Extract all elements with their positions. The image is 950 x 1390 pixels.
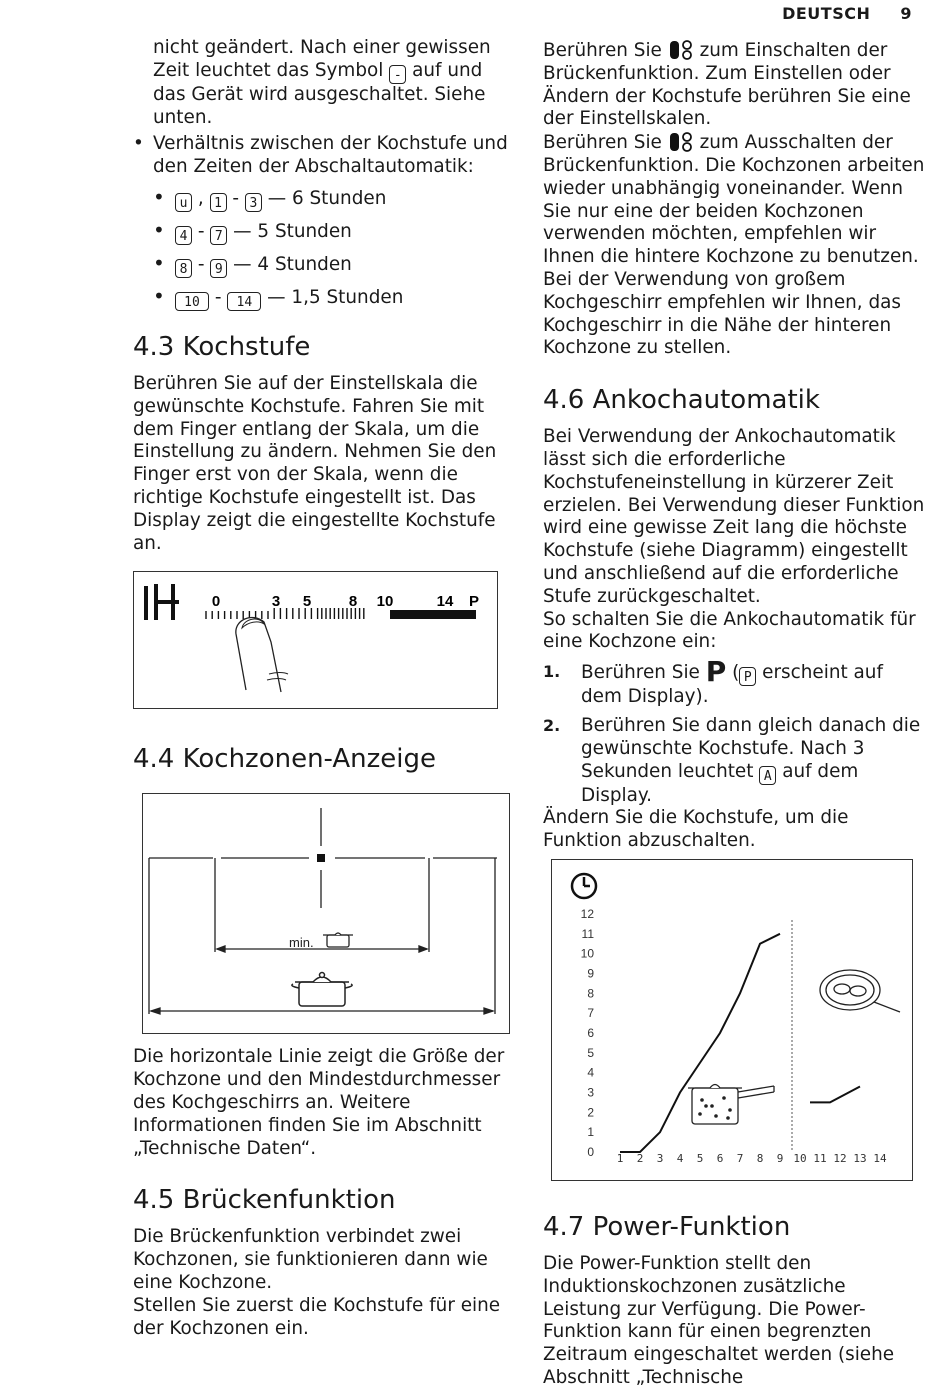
step-paren: ( xyxy=(732,662,740,684)
min-label: min. xyxy=(289,935,314,951)
clock-icon xyxy=(572,874,596,898)
bridge-on-text: Berühren Sie xyxy=(543,40,662,61)
level-time: — 6 Stunden xyxy=(261,187,387,209)
para-kochstufe: Berühren Sie auf der Einstellskala die gewünschte Kochstufe. Fahren Sie mit dem Finger entlang der Skala, um die Einstellung zu ändern. Nehmen Sie den Finger erst von der Skala, wenn die richtige Kochstufe eingestellt ist. Das Display zeigt die eingestellte Kochstufe an. xyxy=(133,372,497,554)
scale-tick-label: P xyxy=(469,593,480,611)
x-tick-label: 12 xyxy=(833,1151,847,1165)
level-symbol-icon: u xyxy=(175,193,192,212)
level-time: — 5 Stunden xyxy=(227,220,352,242)
header-language: DEUTSCH xyxy=(782,4,871,23)
left-column xyxy=(133,37,511,1340)
page-number: 9 xyxy=(900,4,912,23)
bridge-icon[interactable] xyxy=(668,40,694,60)
symbol-p-icon: P xyxy=(739,667,756,686)
para-anzeige: Die horizontale Linie zeigt die Größe der Kochzone und den Mindestdurchmesser des Kochgeschirrs an. Weitere Informationen finden Sie im Abschnitt „Technische Daten“. xyxy=(133,1046,505,1159)
x-tick-label: 3 xyxy=(656,1151,664,1165)
x-tick-label: 9 xyxy=(776,1151,784,1165)
finger-icon xyxy=(236,618,281,692)
level-item xyxy=(133,254,511,278)
scale-tick-label: 0 xyxy=(211,593,221,611)
y-tick-label: 2 xyxy=(587,1105,594,1120)
step-number: 2. xyxy=(543,715,561,735)
level-separator: - xyxy=(192,253,211,275)
step-1 xyxy=(543,655,928,709)
scale-tick-label: 14 xyxy=(436,593,454,611)
heading-power: 4.7 Power-Funktion xyxy=(543,1211,791,1242)
ankoch-chart xyxy=(551,859,913,1181)
symbol-a-icon: A xyxy=(759,766,776,785)
step-2 xyxy=(543,715,928,807)
zone-illustration xyxy=(143,794,509,1033)
digit-display-icon xyxy=(146,584,179,620)
zone-figure xyxy=(142,793,510,1034)
level-time: — 1,5 Stunden xyxy=(261,286,404,308)
level-time: — 4 Stunden xyxy=(227,253,352,275)
pan-icon xyxy=(820,970,900,1012)
step-text-end: auf dem Display. xyxy=(581,760,859,806)
small-pot-icon xyxy=(323,933,353,947)
para-ankoch2: So schalten Sie die Ankochautomatik für eine Kochzone ein: xyxy=(543,608,916,653)
right-column xyxy=(543,40,928,1390)
y-tick-label: 3 xyxy=(587,1085,594,1100)
para-ankoch1: Bei Verwendung der Ankochautomatik lässt sich die erforderliche Kochstufeneinstellung in kürzerer Zeit erzielen. Bei Verwendung dieser Funktion wird eine gewisse Zeit lang die höchste Kochstufe (siehe Diagramm) eingestellt und anschließend auf die erforderliche Stufe zurückgeschaltet. xyxy=(543,426,925,607)
level-symbol-icon: 10 xyxy=(175,292,209,311)
level-symbol-icon: 1 xyxy=(210,193,227,212)
x-tick-label: 11 xyxy=(813,1151,827,1165)
level-item xyxy=(133,287,511,311)
power-p-icon[interactable]: P xyxy=(705,655,727,689)
pot-icon xyxy=(688,1084,774,1124)
page-header xyxy=(782,4,912,23)
intro-text xyxy=(133,37,511,129)
para-bruecke1: Die Brückenfunktion verbindet zwei Kochzonen, sie funktionieren dann wie eine Kochzone. xyxy=(133,1226,488,1293)
x-tick-label: 4 xyxy=(676,1151,684,1165)
x-tick-label: 5 xyxy=(696,1151,704,1165)
para-bruecke2: Stellen Sie zuerst die Kochstufe für eine der Kochzonen ein. xyxy=(133,1294,501,1339)
step-number: 1. xyxy=(543,662,561,682)
bridge-off-text: Berühren Sie xyxy=(543,132,662,154)
heading-anzeige: 4.4 Kochzonen-Anzeige xyxy=(133,744,436,775)
x-tick-label: 6 xyxy=(716,1151,724,1165)
para-bridge-on xyxy=(543,40,928,131)
y-tick-label: 5 xyxy=(587,1045,594,1060)
level-item xyxy=(133,221,511,245)
y-tick-label: 10 xyxy=(580,946,594,961)
intro-line3: das Gerät wird ausgeschaltet. Siehe unten. xyxy=(153,83,486,128)
bridge-icon[interactable] xyxy=(668,132,694,152)
scale-tick-label: 3 xyxy=(271,593,281,611)
level-symbol-icon: 14 xyxy=(227,292,261,311)
y-tick-label: 12 xyxy=(580,906,594,921)
intro-line2: Zeit leuchtet das Symbol xyxy=(153,59,384,81)
y-tick-label: 8 xyxy=(587,986,594,1001)
scale-tick-label: 10 xyxy=(376,593,394,611)
large-pot-icon xyxy=(292,973,352,1007)
scale-bar-high xyxy=(390,610,476,619)
level-separator: , xyxy=(192,187,210,209)
level-separator: - xyxy=(209,286,228,308)
bridge-on-text-end: zum Einschalten der Brückenfunktion. Zum Einstellen oder Ändern der Kochstufe berühren Sie eine der Einstellskalen. xyxy=(543,40,911,130)
level-list xyxy=(133,188,511,311)
level-separator: - xyxy=(226,187,245,209)
x-tick-label: 8 xyxy=(756,1151,764,1165)
x-tick-label: 2 xyxy=(636,1151,644,1165)
step-text: Berühren Sie xyxy=(581,662,700,684)
ankoch-chart-svg xyxy=(552,860,912,1180)
heading-kochstufe: 4.3 Kochstufe xyxy=(133,331,311,362)
heading-ankoch: 4.6 Ankochautomatik xyxy=(543,385,820,416)
para-power: Die Power-Funktion stellt den Induktionskochzonen zusätzliche Leistung zur Verfügung. Die Power-Funktion kann für einen begrenzten Zeitraum eingeschaltet werden (siehe Abschnitt „Technische xyxy=(543,1252,895,1388)
y-tick-label: 11 xyxy=(581,926,594,941)
x-tick-label: 7 xyxy=(736,1151,744,1165)
x-tick-label: 10 xyxy=(793,1151,807,1165)
level-separator: - xyxy=(192,220,211,242)
y-tick-label: 9 xyxy=(587,966,594,981)
y-tick-label: 0 xyxy=(587,1144,594,1159)
level-symbol-icon: 4 xyxy=(175,226,192,245)
heading-bruecke: 4.5 Brückenfunktion xyxy=(133,1185,396,1216)
para-bridge-off xyxy=(543,132,928,360)
y-tick-label: 4 xyxy=(587,1065,594,1080)
level-symbol-icon: 3 xyxy=(245,193,262,212)
x-tick-label: 14 xyxy=(873,1151,887,1165)
para-ankoch3: Ändern Sie die Kochstufe, um die Funktion abzuschalten. xyxy=(543,807,849,852)
intro-line1: nicht geändert. Nach einer gewissen xyxy=(153,37,491,58)
level-item xyxy=(133,188,511,212)
y-tick-label: 1 xyxy=(587,1125,594,1140)
step-text: Berühren Sie dann gleich danach die gewünschte Kochstufe. Nach 3 Sekunden leuchtet xyxy=(581,714,921,782)
slider-figure xyxy=(133,571,498,709)
step-text-end: erscheint auf dem Display). xyxy=(581,662,883,708)
level-symbol-icon: 9 xyxy=(210,259,227,278)
x-tick-label: 13 xyxy=(853,1151,867,1165)
level-symbol-icon: 7 xyxy=(210,226,227,245)
series-line-2 xyxy=(810,1086,860,1102)
y-tick-label: 6 xyxy=(587,1025,594,1040)
x-tick-label: 1 xyxy=(616,1151,624,1165)
intro-line2-end: auf und xyxy=(412,59,483,81)
level-symbol-icon: 8 xyxy=(175,259,192,278)
scale-tick-label: 5 xyxy=(302,593,312,611)
slider-illustration xyxy=(134,572,497,708)
symbol-minus-icon: - xyxy=(389,65,406,84)
bridge-off-text-end: zum Ausschalten der Brückenfunktion. Die Kochzonen arbeiten wieder unabhängig voneinander. Wenn Sie nur eine der beiden Kochzonen verwenden möchten, empfehlen wir Ihnen die hintere Kochzone zu benutzen. Bei der Verwendung von großem Kochgeschirr empfehlen wir Ihnen, das Kochgeschirr in die Nähe der hinteren Kochzone zu stellen. xyxy=(543,132,925,359)
scale-tick-label: 8 xyxy=(348,593,358,611)
bullet-item: • Verhältnis zwischen der Kochstufe und den Zeiten der Abschaltautomatik: xyxy=(133,133,511,179)
y-tick-label: 7 xyxy=(587,1006,594,1021)
